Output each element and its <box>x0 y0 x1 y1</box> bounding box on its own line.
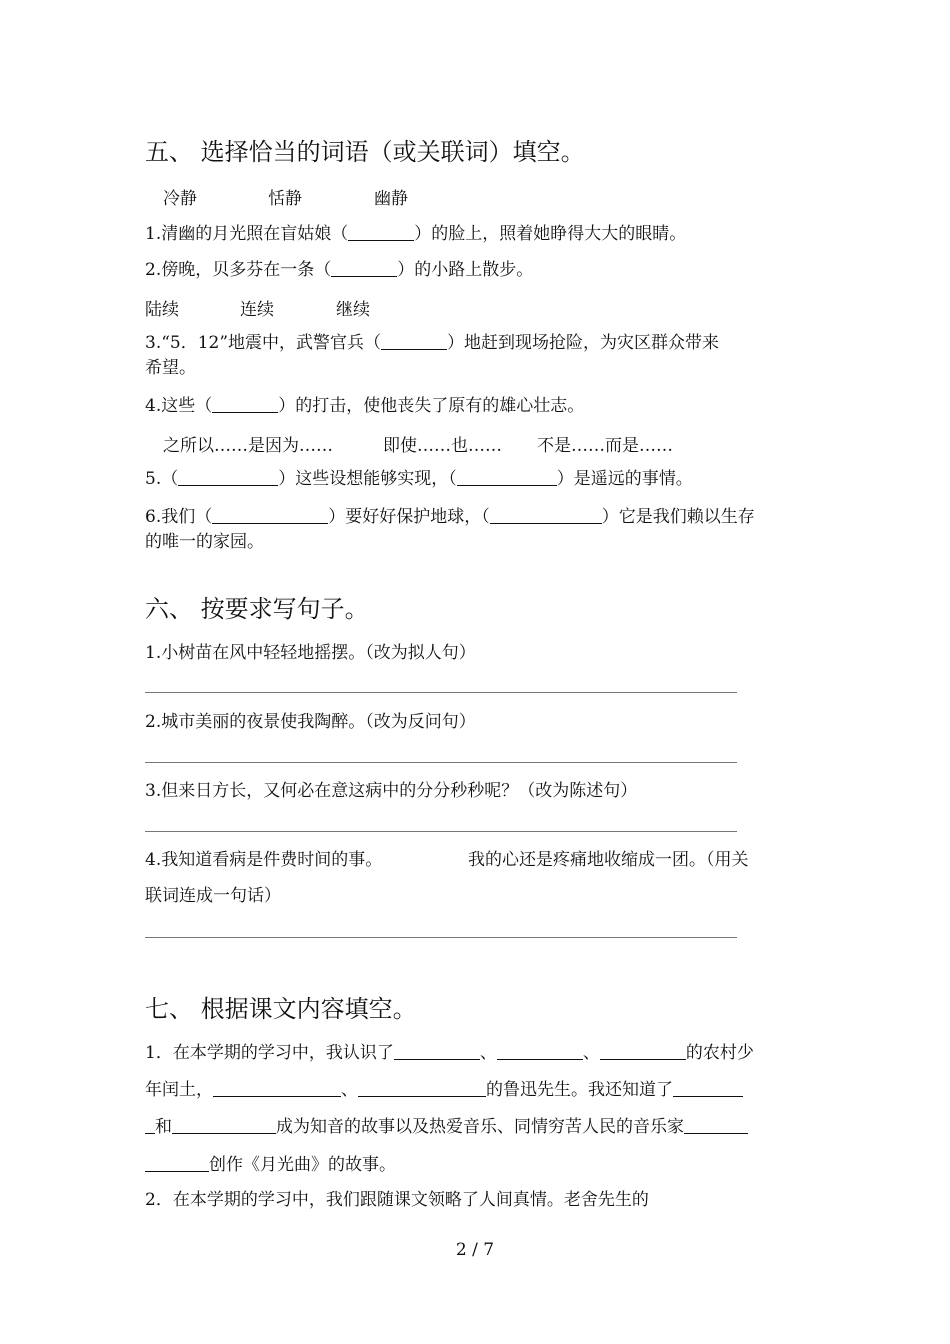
answer-line[interactable] <box>145 831 737 832</box>
question-7-1-line1: 1．在本学期的学习中，我认识了 、 、 的农村少 <box>145 1043 754 1063</box>
conjunction-option: 不是……而是…… <box>537 436 673 456</box>
blank[interactable] <box>394 1043 480 1060</box>
word-option: 陆续 <box>145 300 179 320</box>
blank[interactable] <box>178 469 278 486</box>
word-option: 连续 <box>240 300 274 320</box>
question-5-4: 4.这些（ ）的打击，使他丧失了原有的雄心壮志。 <box>145 396 585 416</box>
blank[interactable] <box>497 1043 583 1060</box>
section-5-title: 五、 选择恰当的词语（或关联词）填空。 <box>145 138 585 166</box>
blank[interactable] <box>172 1117 276 1134</box>
blank[interactable] <box>145 1155 209 1172</box>
answer-line[interactable] <box>145 692 737 693</box>
question-7-1-line2: 年闰土， 、 的鲁迅先生。我还知道了 <box>145 1078 743 1102</box>
question-6-2: 2.城市美丽的夜景使我陶醉。（改为反问句） <box>145 712 476 732</box>
conjunction-option: 之所以……是因为…… <box>163 436 333 456</box>
section-6-title: 六、 按要求写句子。 <box>145 595 369 623</box>
question-5-6-line2: 的唯一的家园。 <box>145 532 264 552</box>
answer-line[interactable] <box>145 937 737 938</box>
blank[interactable] <box>331 260 397 277</box>
question-5-3: 3.“5．12”地震中，武警官兵（ ）地赶到现场抢险，为灾区群众带来 <box>145 333 720 353</box>
blank[interactable] <box>490 507 602 524</box>
word-option: 恬静 <box>268 189 302 209</box>
question-6-4-part2: 我的心还是疼痛地收缩成一团。（用关 <box>468 850 749 870</box>
question-5-3-line2: 希望。 <box>145 358 196 378</box>
question-6-4-line2: 联词连成一句话） <box>145 886 281 906</box>
blank[interactable] <box>358 1080 486 1097</box>
blank[interactable] <box>348 224 414 241</box>
answer-line[interactable] <box>145 762 737 763</box>
question-7-1-line4: 创作《月光曲》的故事。 <box>145 1153 396 1177</box>
question-5-5: 5.（ ）这些设想能够实现，（ ）是遥远的事情。 <box>145 469 693 489</box>
word-option: 幽静 <box>374 189 408 209</box>
section-7-title: 七、 根据课文内容填空。 <box>145 995 417 1023</box>
blank[interactable] <box>212 396 278 413</box>
question-7-1-line3: 和 成为知音的故事以及热爱音乐、同情穷苦人民的音乐家 <box>145 1115 748 1139</box>
question-5-6: 6.我们（ ）要好好保护地球，（ ）它是我们赖以生存 <box>145 507 755 527</box>
blank[interactable] <box>673 1080 743 1097</box>
question-6-4: 4.我知道看病是件费时间的事。 <box>145 850 383 870</box>
question-5-2: 2.傍晚，贝多芬在一条（ ）的小路上散步。 <box>145 260 534 280</box>
word-option: 继续 <box>336 300 370 320</box>
question-6-3: 3.但来日方长，又何必在意这病中的分分秒秒呢？（改为陈述句） <box>145 781 638 801</box>
word-option: 冷静 <box>163 189 197 209</box>
conjunction-option: 即使……也…… <box>383 436 502 456</box>
blank[interactable] <box>212 507 328 524</box>
blank[interactable] <box>213 1080 341 1097</box>
question-5-1: 1.清幽的月光照在盲姑娘（ ）的脸上，照着她睁得大大的眼睛。 <box>145 224 687 244</box>
question-7-2: 2．在本学期的学习中，我们跟随课文领略了人间真情。老舍先生的 <box>145 1190 649 1210</box>
question-6-1: 1.小树苗在风中轻轻地摇摆。（改为拟人句） <box>145 643 476 663</box>
blank[interactable] <box>145 1117 155 1134</box>
blank[interactable] <box>381 333 447 350</box>
blank[interactable] <box>600 1043 686 1060</box>
page-number: 2 / 7 <box>455 1240 495 1260</box>
blank[interactable] <box>684 1117 748 1134</box>
blank[interactable] <box>457 469 557 486</box>
